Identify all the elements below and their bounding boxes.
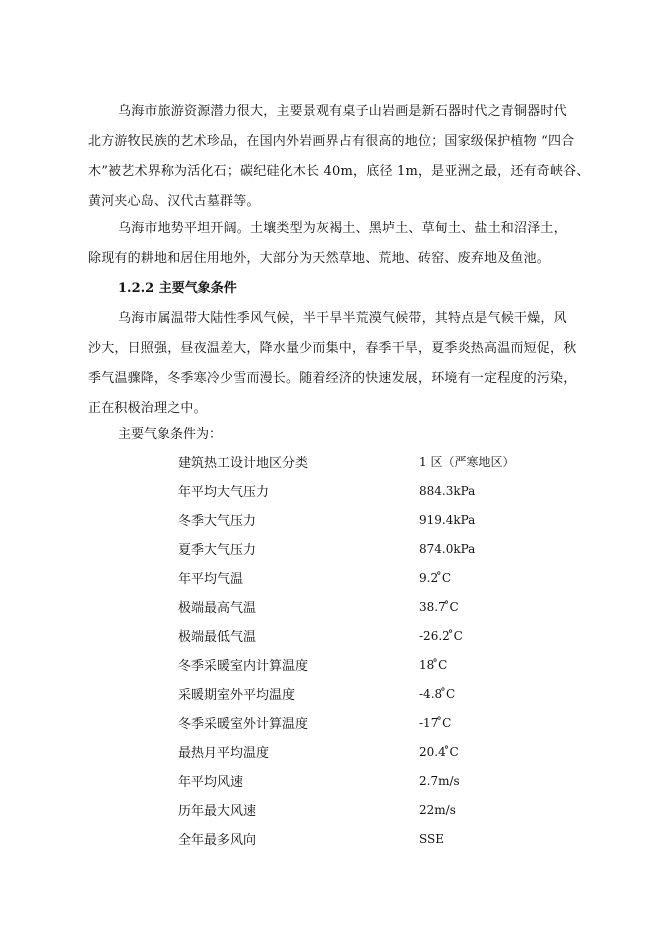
table-value: 20.4 ̊C bbox=[419, 744, 459, 759]
table-label: 年平均风速 bbox=[178, 775, 244, 790]
table-row bbox=[178, 534, 579, 563]
table-row bbox=[178, 592, 579, 621]
section-heading: 1.2.2 主要气象条件 bbox=[118, 281, 237, 296]
table-label: 全年最多风向 bbox=[178, 833, 257, 848]
table-row bbox=[178, 621, 579, 650]
climate-table bbox=[178, 447, 579, 853]
table-value: 2.7m/s bbox=[419, 773, 460, 788]
table-row bbox=[178, 563, 579, 592]
table-value: -4.8 ̊C bbox=[419, 686, 456, 701]
table-row bbox=[178, 505, 579, 534]
table-label: 采暖期室外平均温度 bbox=[178, 688, 296, 703]
table-row bbox=[178, 708, 579, 737]
table-label: 建筑热工设计地区分类 bbox=[178, 456, 309, 471]
table-row bbox=[178, 650, 579, 679]
table-intro: 主要气象条件为： bbox=[118, 427, 223, 442]
paragraph-line: 黄河夹心岛、汉代古墓群等。 bbox=[88, 194, 260, 209]
table-row bbox=[178, 766, 579, 795]
table-label: 冬季采暖室内计算温度 bbox=[178, 659, 309, 674]
paragraph-terrain bbox=[88, 214, 578, 274]
table-label: 冬季大气压力 bbox=[178, 514, 257, 529]
table-value: 18 ̊C bbox=[419, 657, 448, 672]
table-value: SSE bbox=[419, 831, 444, 846]
paragraph-line: 乌海市属温带大陆性季风气候，半干旱半荒漠气候带，其特点是气候干燥，风 bbox=[118, 311, 567, 326]
paragraph-line: 正在积极治理之中。 bbox=[88, 401, 207, 416]
table-label: 冬季采暖室外计算温度 bbox=[178, 717, 309, 732]
paragraph-line: 北方游牧民族的艺术珍品，在国内外岩画界占有很高的地位；国家级保护植物 “四合 bbox=[88, 134, 575, 149]
paragraph-line: 季气温骤降，冬季寒冷少雪而漫长。随着经济的快速发展，环境有一定程度的污染， bbox=[88, 371, 577, 386]
paragraph-line: 乌海市地势平坦开阔。土壤类型为灰褐土、黑垆土、草甸土、盐土和沼泽土， bbox=[118, 221, 567, 236]
table-row bbox=[178, 447, 579, 476]
paragraph-line: 乌海市旅游资源潜力很大，主要景观有桌子山岩画是新石器时代之青铜器时代 bbox=[118, 104, 567, 119]
table-value: 22m/s bbox=[419, 802, 456, 817]
table-row bbox=[178, 679, 579, 708]
paragraph-line: 沙大，日照强，昼夜温差大，降水量少而集中，春季干旱，夏季炎热高温而短促，秋 bbox=[88, 341, 577, 356]
table-value: 9.2 ̊C bbox=[419, 570, 452, 585]
table-value: 884.3kPa bbox=[419, 483, 476, 498]
table-value: 38.7 ̊C bbox=[419, 599, 459, 614]
table-label: 历年最大风速 bbox=[178, 804, 257, 819]
table-label: 夏季大气压力 bbox=[178, 543, 257, 558]
table-label: 最热月平均温度 bbox=[178, 746, 270, 761]
paragraph-line: 除现有的耕地和居住用地外，大部分为天然草地、荒地、砖窑、废弃地及鱼池。 bbox=[88, 251, 551, 266]
table-row bbox=[178, 737, 579, 766]
table-row bbox=[178, 795, 579, 824]
table-label: 年平均气温 bbox=[178, 572, 244, 587]
table-row bbox=[178, 824, 579, 853]
table-value: -26.2 ̊C bbox=[419, 628, 463, 643]
paragraph-line: 木”被艺术界称为活化石；碳纪硅化木长 40m，底径 1m，是亚洲之最，还有奇峡谷、 bbox=[88, 164, 590, 179]
table-label: 极端最高气温 bbox=[178, 601, 257, 616]
table-value: -17 ̊C bbox=[419, 715, 452, 730]
table-label: 年平均大气压力 bbox=[178, 485, 270, 500]
table-row bbox=[178, 476, 579, 505]
table-value: 874.0kPa bbox=[419, 541, 476, 556]
table-value: 1 区（严寒地区） bbox=[419, 455, 515, 469]
paragraph-tourism bbox=[88, 97, 590, 217]
table-value: 919.4kPa bbox=[419, 512, 476, 527]
table-label: 极端最低气温 bbox=[178, 630, 257, 645]
paragraph-climate bbox=[88, 304, 578, 424]
